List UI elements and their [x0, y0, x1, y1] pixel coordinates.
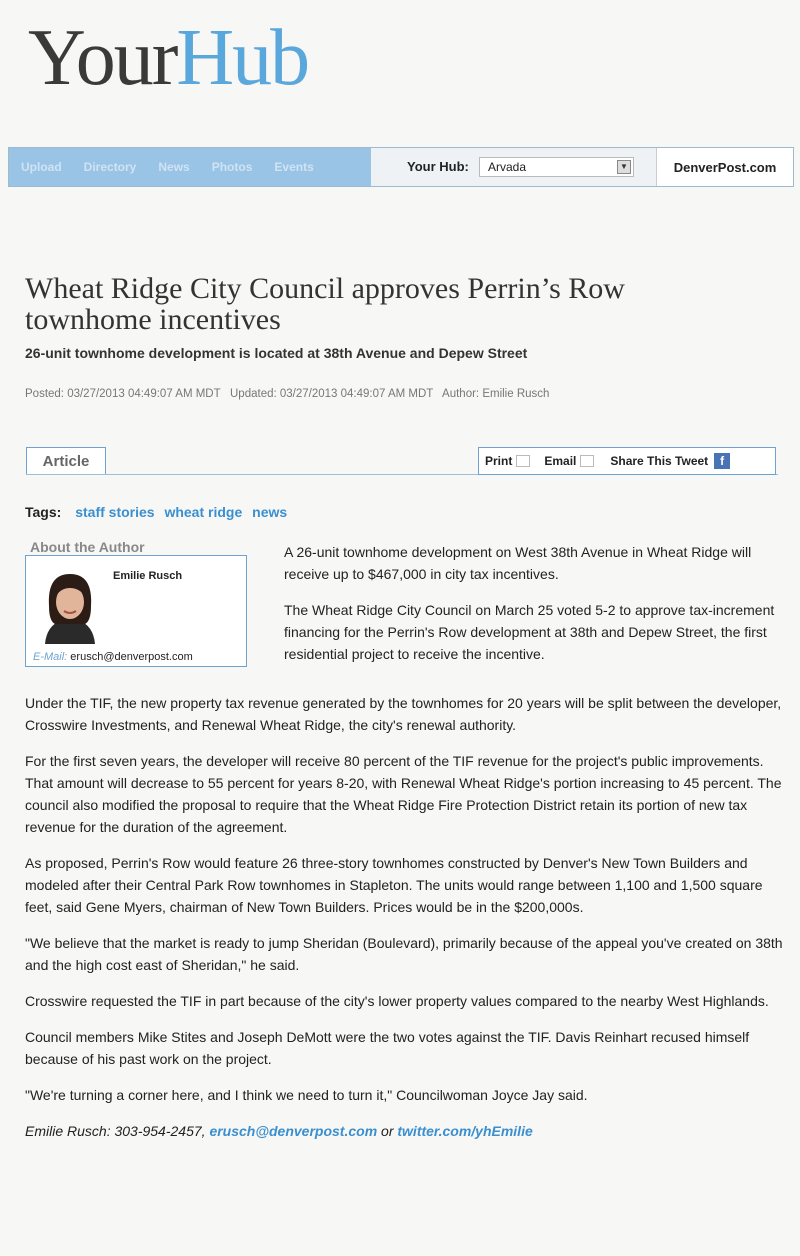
nav-bar — [8, 147, 794, 187]
nav-upload[interactable]: Upload — [21, 160, 62, 174]
signature-prefix: Emilie Rusch: 303-954-2457, — [25, 1123, 210, 1139]
author-name: Emilie Rusch — [113, 570, 183, 582]
logo-your: Your — [28, 14, 177, 102]
author-signature — [25, 1120, 785, 1142]
print-icon[interactable] — [516, 455, 530, 467]
chevron-down-icon[interactable]: ▼ — [617, 160, 631, 174]
body-paragraph: For the first seven years, the developer will receive 80 percent of the TIF revenue for the project's public improvements. That amount will decrease to 55 percent for years 8-20, with Renewal Wheat Ridge's portion increasing to 45 percent. The council also modified the proposal to require that the Wheat Ridge Fire Protection District retain its portion of new tax revenue for the duration of the agreement. — [25, 753, 782, 835]
facebook-icon[interactable]: f — [714, 453, 730, 469]
nav-events[interactable]: Events — [274, 160, 314, 174]
logo-hub: Hub — [176, 14, 309, 102]
article-headline: Wheat Ridge City Council approves Perrin’s Row townhome incentives — [25, 272, 625, 336]
body-paragraph: "We believe that the market is ready to jump Sheridan (Boulevard), primarily because of the appeal you've created on 38th and the high cost east of Sheridan," he said. — [25, 935, 783, 973]
body-paragraph: As proposed, Perrin's Row would feature 26 three-story townhomes constructed by Denver's New Town Builders and modeled after their Central Park Row townhomes in Stapleton. The units would range between 1,100 and 1,500 square feet, said Gene Myers, chairman of New Town Builders. Prices would be in the $200,000s. — [25, 855, 763, 915]
lead-paragraph: The Wheat Ridge City Council on March 25 voted 5-2 to approve tax-increment financing for the Perrin's Row development at 38th and Depew Street, the first residential project to receive the incentive. — [284, 602, 775, 662]
article-body — [25, 692, 785, 1156]
nav-directory[interactable]: Directory — [83, 160, 137, 174]
tag-link[interactable]: wheat ridge — [164, 504, 243, 520]
denverpost-link[interactable]: DenverPost.com — [656, 148, 793, 186]
nav-photos[interactable]: Photos — [211, 160, 253, 174]
signature-twitter-link[interactable]: twitter.com/yhEmilie — [397, 1123, 533, 1139]
signature-email-link[interactable]: erusch@denverpost.com — [209, 1123, 378, 1139]
author-email-row — [33, 651, 193, 663]
tag-link[interactable]: staff stories — [75, 504, 155, 520]
tags-row — [25, 504, 293, 520]
article-meta: Posted: 03/27/2013 04:49:07 AM MDT Updated: 03/27/2013 04:49:07 AM MDT Author: Emilie Rusch — [25, 388, 550, 400]
tag-link[interactable]: news — [252, 504, 288, 520]
body-paragraph: Council members Mike Stites and Joseph DeMott were the two votes against the TIF. Davis Reinhart recused himself because of his past work on the project. — [25, 1029, 750, 1067]
lead-paragraphs — [284, 541, 779, 679]
hub-select-label: Your Hub: — [407, 159, 469, 174]
body-paragraph: Crosswire requested the TIF in part because of the city's lower property values compared to the nearby West Highlands. — [25, 993, 769, 1009]
hub-select-value: Arvada — [488, 160, 527, 174]
body-paragraph: Under the TIF, the new property tax revenue generated by the townhomes for 20 years will be split between the developer, Crosswire Investments, and Renewal Wheat Ridge, the city's renewal authority. — [25, 695, 782, 733]
lead-paragraph: A 26-unit townhome development on West 38th Avenue in Wheat Ridge will receive up to $467,000 in city tax incentives. — [284, 544, 752, 582]
author-box — [25, 555, 247, 667]
yourhub-logo[interactable] — [28, 14, 309, 102]
tab-article[interactable]: Article — [26, 447, 106, 475]
nav-news[interactable]: News — [158, 160, 190, 174]
article-tools — [478, 447, 776, 475]
share-tweet-button[interactable]: Share This Tweet — [610, 454, 709, 468]
nav-links — [9, 148, 371, 186]
author-email-link[interactable]: erusch@denverpost.com — [70, 651, 193, 663]
email-label: E-Mail: — [33, 651, 68, 663]
signature-or: or — [377, 1123, 398, 1139]
email-button[interactable]: Email — [544, 454, 577, 468]
tags-label: Tags: — [25, 504, 62, 520]
body-paragraph: "We're turning a corner here, and I think we need to turn it," Councilwoman Joyce Jay said. — [25, 1087, 588, 1103]
hub-select[interactable] — [479, 157, 634, 177]
author-photo — [35, 566, 105, 644]
article-subhead: 26-unit townhome development is located at 38th Avenue and Depew Street — [25, 345, 528, 361]
print-button[interactable]: Print — [485, 454, 513, 468]
email-icon[interactable] — [580, 455, 594, 467]
about-author-heading: About the Author — [30, 539, 145, 555]
